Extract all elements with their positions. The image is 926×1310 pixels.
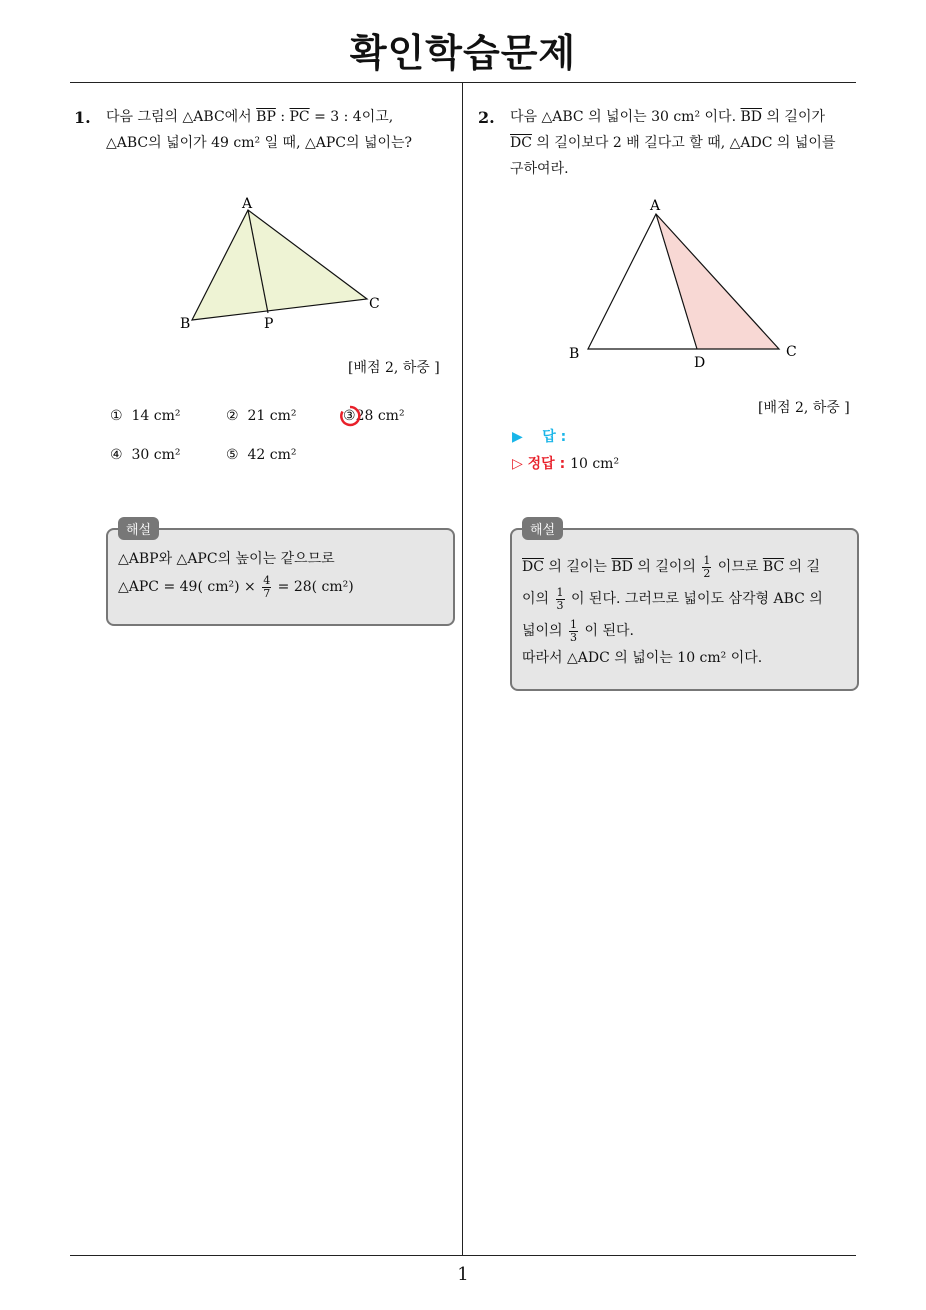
vertex-label-a-2: A <box>650 198 661 214</box>
sol2-l1-a: 의 길이는 <box>543 559 612 575</box>
q1-colon: : <box>275 109 290 125</box>
question-2-line-2 <box>510 130 860 156</box>
play-outline-icon: ▷ <box>512 456 523 472</box>
solution-2-line-4: 따라서 △ADC 의 넓이는 10 cm² 이다. <box>522 650 763 666</box>
choice-3-text: 28 cm² <box>355 408 405 424</box>
fraction-1-2 <box>702 555 711 580</box>
choice-4[interactable] <box>110 447 180 463</box>
question-1-line-2: △ABC의 넓이가 49 cm² 일 때, △APC의 넓이는? <box>106 135 413 151</box>
sol2-l1-c: 이므로 <box>713 559 763 575</box>
choice-2-text: 21 cm² <box>247 408 297 424</box>
vertex-label-c: C <box>369 296 380 312</box>
column-divider <box>462 83 463 1256</box>
sol2-l2-a: 이의 <box>522 591 554 607</box>
fraction-4-7 <box>262 575 271 600</box>
segment-pc: $\overline{PC}$ <box>289 109 310 125</box>
answer-label: 답 : <box>542 429 567 445</box>
solution-2-line-1 <box>522 551 852 583</box>
frac-den: 3 <box>556 598 564 612</box>
choice-1[interactable] <box>110 408 180 424</box>
question-2-number: 2. <box>478 108 495 127</box>
sol2-segment-bc: $\overline{BC}$ <box>762 559 785 575</box>
choice-5-text: 42 cm² <box>247 447 297 463</box>
segment-bp: $\overline{BP}$ <box>256 109 276 125</box>
solution-text-1 <box>118 545 448 601</box>
solution-1-line-1: △ABP와 △APC의 높이는 같으므로 <box>118 551 335 567</box>
solution-1-line-2 <box>118 573 448 601</box>
question-2-line-1 <box>510 104 860 130</box>
sol2-segment-bd: $\overline{BD}$ <box>611 559 633 575</box>
page-title: 확인학습문제 <box>349 31 577 75</box>
point-label-p: P <box>264 316 274 332</box>
q2-text-b: 의 길이가 <box>762 109 825 125</box>
sol2-l1-b: 의 길이의 <box>632 559 701 575</box>
segment-dc: $\overline{DC}$ <box>510 135 532 151</box>
choice-5[interactable] <box>226 447 296 463</box>
triangle-abc-figure-1 <box>170 190 400 340</box>
frac-den: 7 <box>263 586 271 600</box>
choice-3-mark <box>343 408 356 424</box>
frac-num: 1 <box>703 553 711 567</box>
page-number: 1 <box>457 1264 469 1285</box>
sol2-l1-d: 의 길 <box>784 559 821 575</box>
question-1-number: 1. <box>74 108 91 127</box>
sol1-part-a: △APC = 49( cm²) × <box>118 579 261 595</box>
sol2-segment-dc: $\overline{DC}$ <box>522 559 544 575</box>
choice-5-mark: ⑤ <box>226 447 239 463</box>
correct-answer-label: 정답 : <box>527 456 566 472</box>
frac-num: 4 <box>263 573 271 587</box>
frac-den: 2 <box>703 566 711 580</box>
question-1-line-1 <box>106 104 456 130</box>
fraction-1-3-b <box>569 619 578 644</box>
choice-1-mark: ① <box>110 408 123 424</box>
question-2-text <box>510 104 860 182</box>
segment-bd: $\overline{BD}$ <box>740 109 762 125</box>
fraction-1-3-a <box>556 587 565 612</box>
top-rule <box>70 82 856 83</box>
q2-text-a: 다음 △ABC 의 넓이는 30 cm² 이다. <box>510 109 741 125</box>
answer-row <box>512 426 566 446</box>
frac-num: 1 <box>556 585 564 599</box>
sol2-l2-b: 이 된다. 그러므로 넓이도 삼각형 ABC 의 <box>566 591 823 607</box>
vertex-label-b-2: B <box>569 346 580 362</box>
correct-answer-value: 10 cm² <box>570 456 620 472</box>
choice-4-text: 30 cm² <box>131 447 181 463</box>
choice-3-mark-glyph: ③ <box>343 408 356 424</box>
question-2-line-3: 구하여라. <box>510 161 569 177</box>
sol2-l3-b: 이 된다. <box>580 623 634 639</box>
choice-2-mark: ② <box>226 408 239 424</box>
q1-text-b: = 3 : 4이고, <box>309 109 394 125</box>
solution-tag-2: 해설 <box>522 517 563 540</box>
q1-text-a: 다음 그림의 △ABC에서 <box>106 109 257 125</box>
question-2-score: [배점 2, 하중 ] <box>758 400 850 416</box>
question-1-score: [배점 2, 하중 ] <box>348 360 440 376</box>
point-label-d: D <box>694 355 706 371</box>
selected-circle-icon <box>338 404 362 428</box>
choice-4-mark: ④ <box>110 447 123 463</box>
vertex-label-b: B <box>180 316 191 332</box>
sol2-l3-a: 넓이의 <box>522 623 568 639</box>
bottom-rule <box>70 1255 856 1256</box>
choice-1-text: 14 cm² <box>131 408 181 424</box>
vertex-label-c-2: C <box>786 344 797 360</box>
choice-3[interactable] <box>343 408 405 424</box>
choice-2[interactable] <box>226 408 296 424</box>
sol1-part-b: = 28( cm²) <box>273 579 354 595</box>
triangle-abc-figure-2 <box>560 190 810 380</box>
triangle-abc-shape <box>192 210 367 320</box>
question-1-text <box>106 104 456 156</box>
correct-answer-row <box>512 453 619 473</box>
frac-num: 1 <box>570 617 578 631</box>
solution-text-2 <box>522 551 852 669</box>
frac-den: 3 <box>570 630 578 644</box>
solution-2-line-3 <box>522 615 852 647</box>
solution-2-line-2 <box>522 583 852 615</box>
vertex-label-a: A <box>242 196 253 212</box>
solution-tag-1: 해설 <box>118 517 159 540</box>
q2-text-c: 의 길이보다 2 배 길다고 할 때, △ADC 의 넓이를 <box>531 135 836 151</box>
play-icon: ▶ <box>512 429 523 445</box>
